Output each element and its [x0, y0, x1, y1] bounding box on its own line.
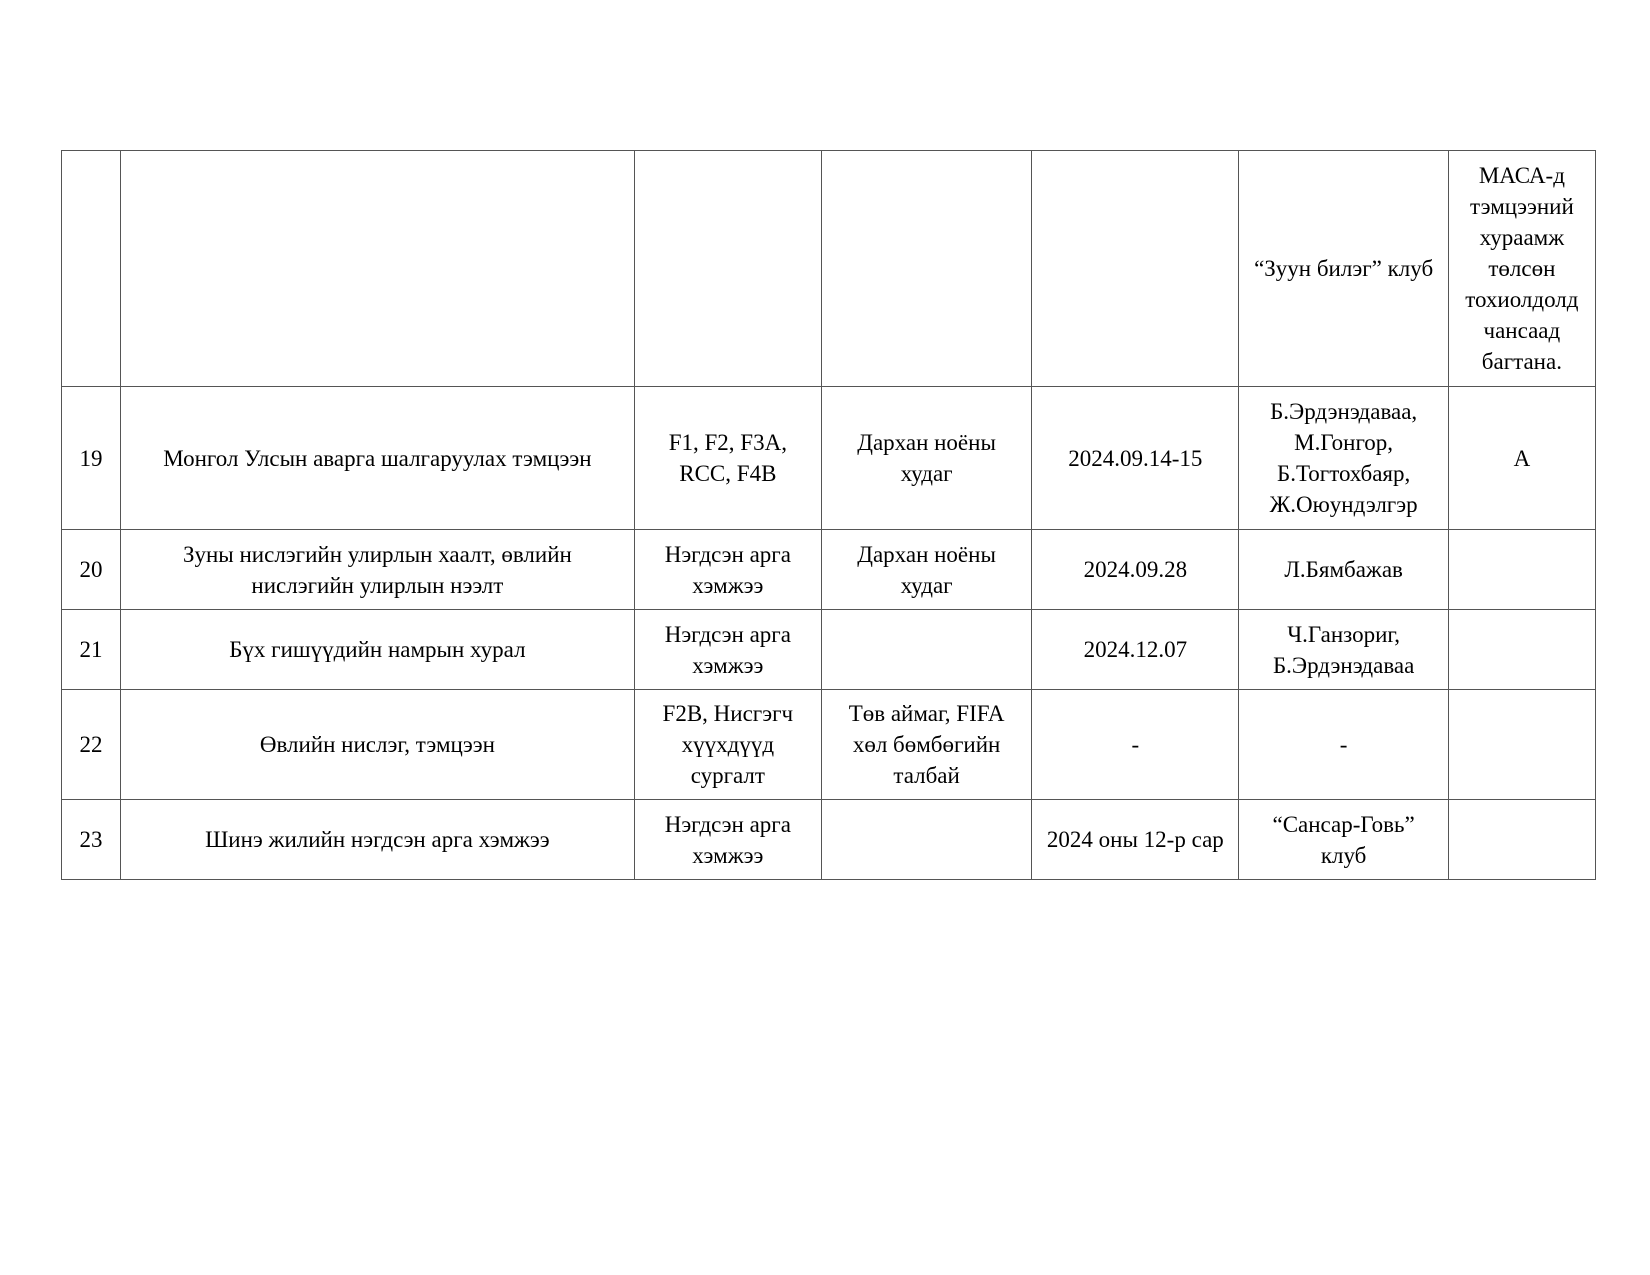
event-type: Нэгдсэн арга хэмжээ: [634, 800, 821, 880]
event-type: Нэгдсэн арга хэмжээ: [634, 610, 821, 690]
event-note: [1448, 800, 1595, 880]
row-number: 20: [62, 530, 121, 610]
events-table: [61, 150, 1596, 880]
event-type: F1, F2, F3A, RCC, F4B: [634, 387, 821, 530]
event-note: [1448, 610, 1595, 690]
event-responsible: Б.Эрдэнэдаваа, М.Гонгор, Б.Тогтохбаяр, Ж.Оюундэлгэр: [1239, 387, 1448, 530]
table-row: [62, 610, 1596, 690]
event-date: 2024.09.28: [1032, 530, 1239, 610]
event-note: А: [1448, 387, 1595, 530]
event-location: [821, 151, 1031, 387]
event-type: [634, 151, 821, 387]
row-number: 23: [62, 800, 121, 880]
event-name: Бүх гишүүдийн намрын хурал: [121, 610, 635, 690]
event-name: Өвлийн нислэг, тэмцээн: [121, 690, 635, 800]
event-location: [821, 800, 1031, 880]
row-number: 19: [62, 387, 121, 530]
event-name: Монгол Улсын аварга шалгаруулах тэмцээн: [121, 387, 635, 530]
event-name: Шинэ жилийн нэгдсэн арга хэмжээ: [121, 800, 635, 880]
event-type: F2B, Нисгэгч хүүхдүүд сургалт: [634, 690, 821, 800]
table-row: [62, 530, 1596, 610]
row-number: 21: [62, 610, 121, 690]
event-location: [821, 610, 1031, 690]
event-date: [1032, 151, 1239, 387]
table-row: [62, 387, 1596, 530]
event-date: -: [1032, 690, 1239, 800]
row-number: [62, 151, 121, 387]
event-responsible: Ч.Ганзориг, Б.Эрдэнэдаваа: [1239, 610, 1448, 690]
event-responsible: Л.Бямбажав: [1239, 530, 1448, 610]
table-row: [62, 800, 1596, 880]
event-name: Зуны нислэгийн улирлын хаалт, өвлийн нислэгийн улирлын нээлт: [121, 530, 635, 610]
event-note: [1448, 530, 1595, 610]
event-note: МАСА-д тэмцээний хураамж төлсөн тохиолдолд чансаад багтана.: [1448, 151, 1595, 387]
event-responsible: “Сансар-Говь” клуб: [1239, 800, 1448, 880]
row-number: 22: [62, 690, 121, 800]
event-date: 2024 оны 12-р сар: [1032, 800, 1239, 880]
event-name: [121, 151, 635, 387]
event-type: Нэгдсэн арга хэмжээ: [634, 530, 821, 610]
table-row: [62, 690, 1596, 800]
event-location: Дархан ноёны худаг: [821, 530, 1031, 610]
event-date: 2024.09.14-15: [1032, 387, 1239, 530]
event-note: [1448, 690, 1595, 800]
event-location: Дархан ноёны худаг: [821, 387, 1031, 530]
event-location: Төв аймаг, FIFA хөл бөмбөгийн талбай: [821, 690, 1031, 800]
event-responsible: -: [1239, 690, 1448, 800]
table-row: [62, 151, 1596, 387]
event-date: 2024.12.07: [1032, 610, 1239, 690]
event-responsible: “Зуун билэг” клуб: [1239, 151, 1448, 387]
